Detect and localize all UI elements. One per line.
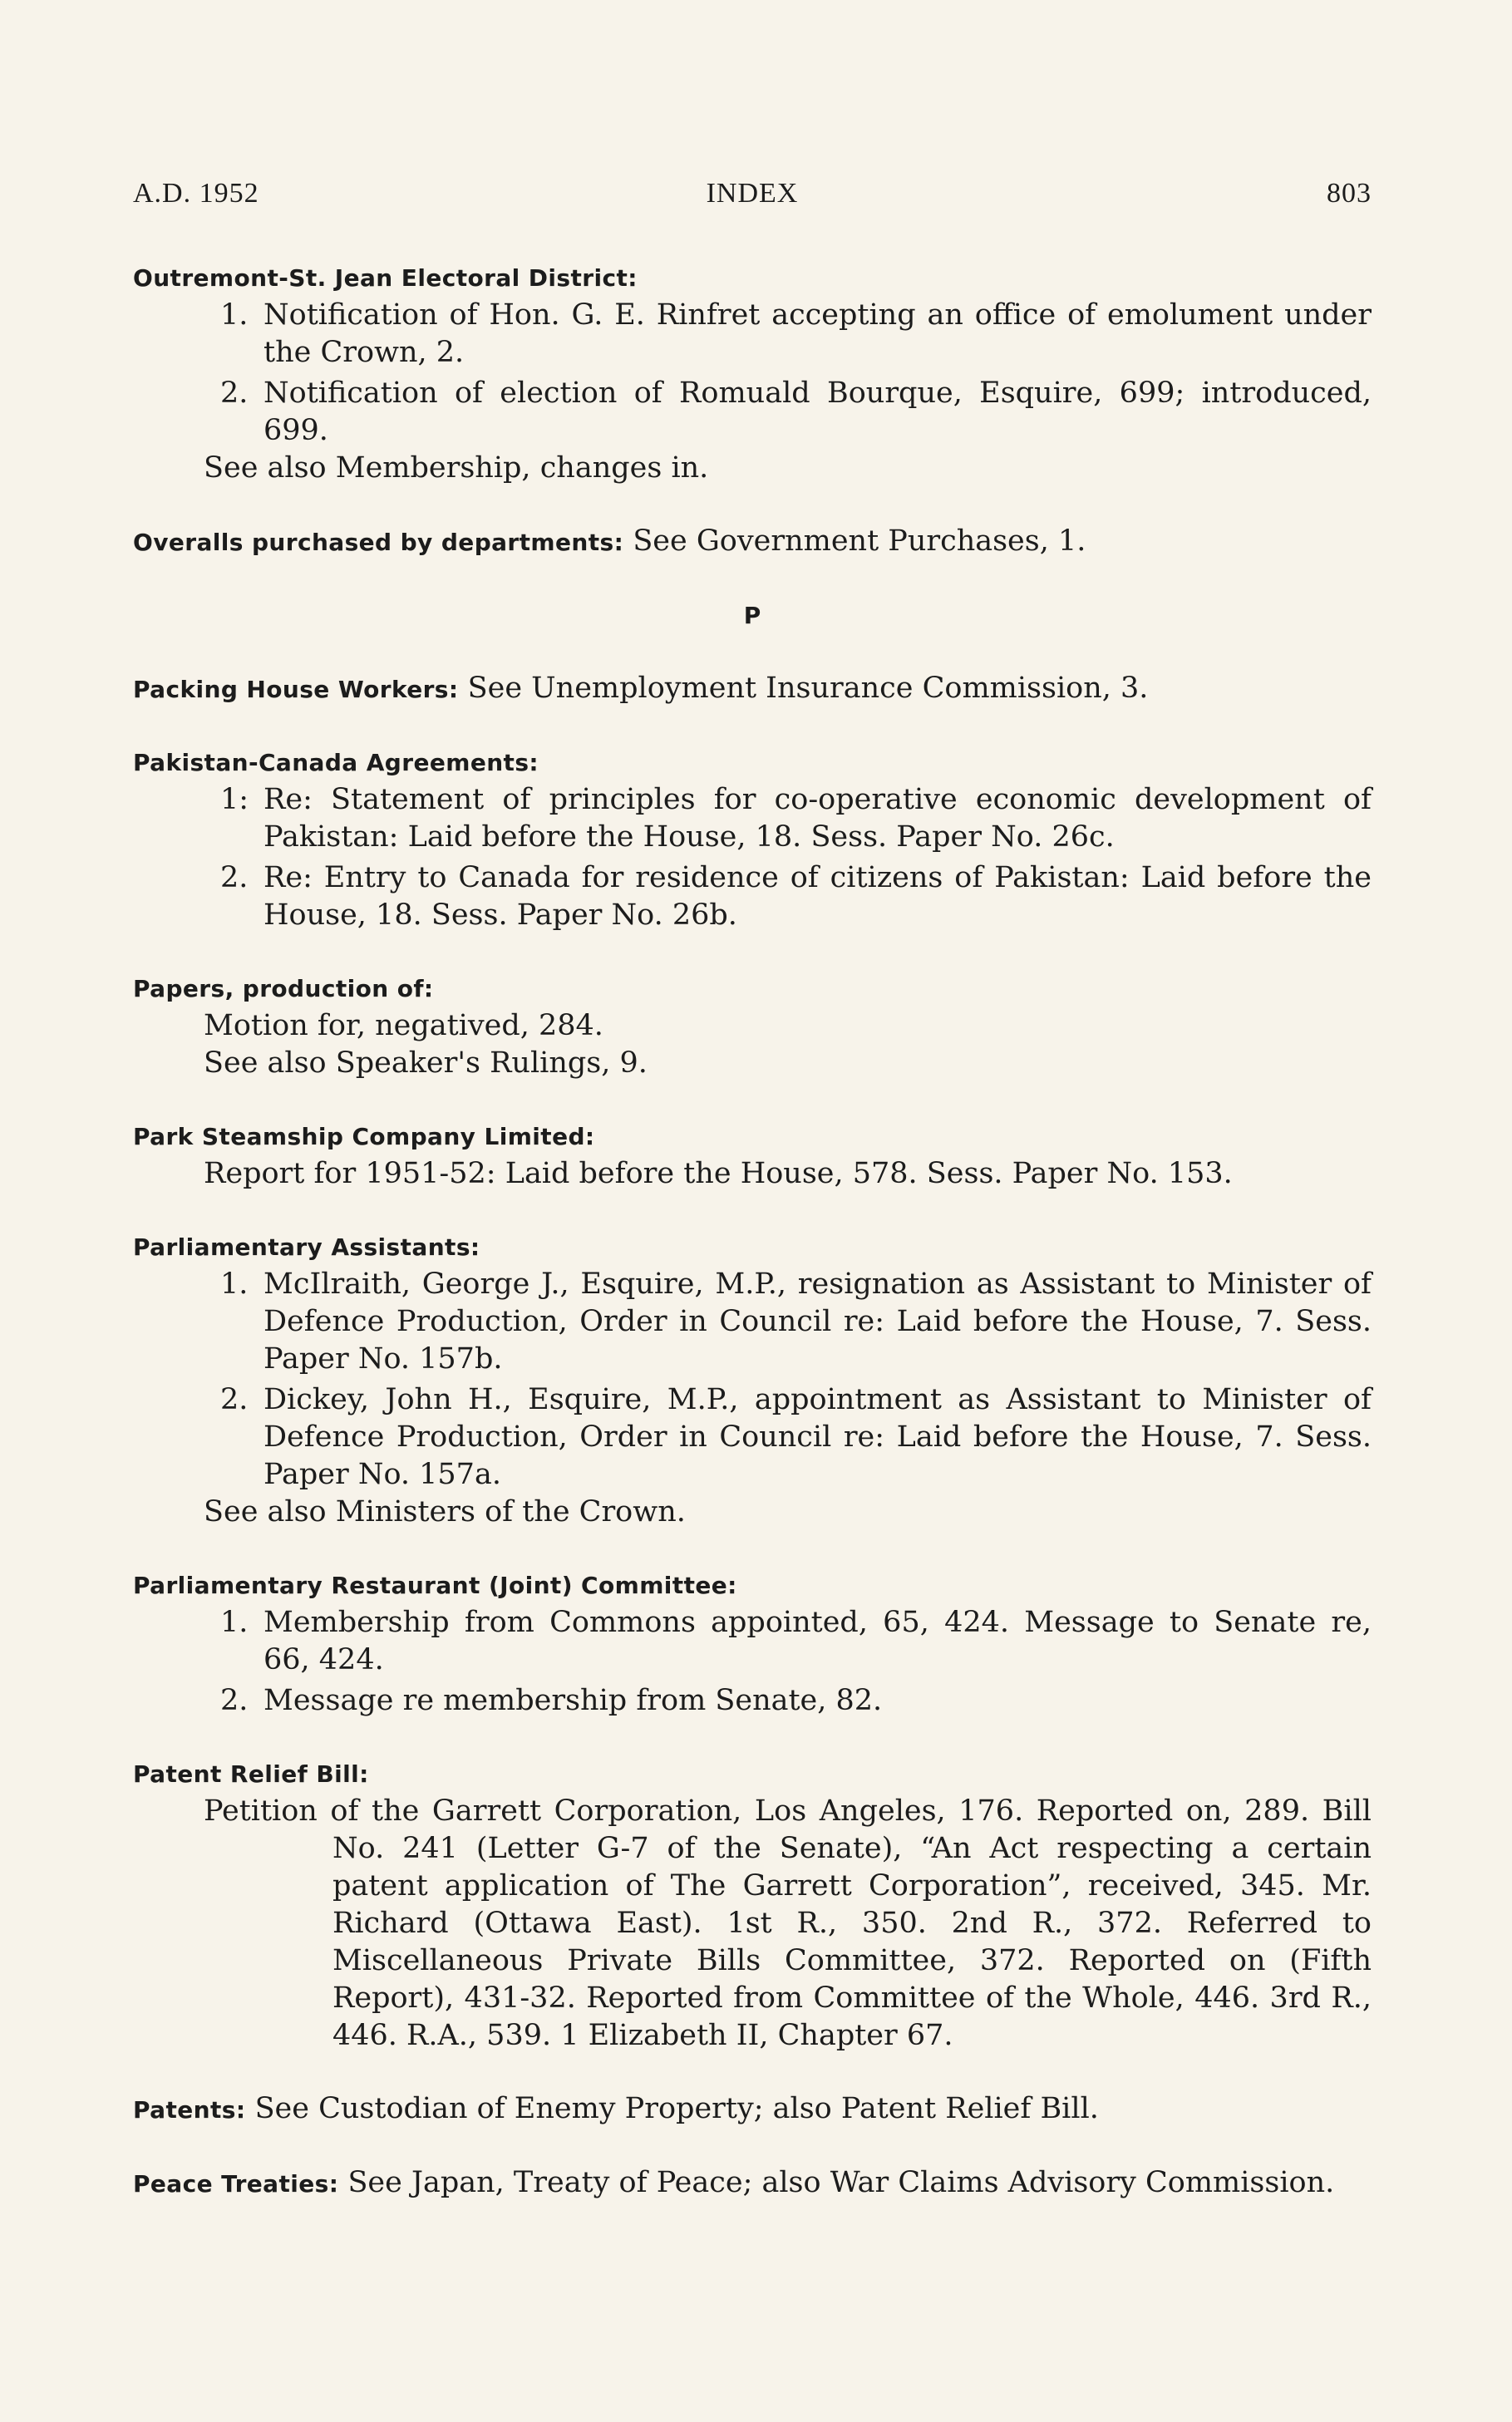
index-entry-patent-relief [133, 1755, 1372, 2055]
item-number: 1: [220, 783, 249, 816]
see-also-line: See also Ministers of the Crown. [204, 1495, 686, 1529]
section-letter: P [743, 602, 761, 629]
entry-heading: Park Steamship Company Limited: [133, 1123, 595, 1150]
item-number: 2. [220, 1684, 249, 1717]
see-also-line: See also Speaker's Rulings, 9. [204, 1046, 648, 1080]
entry-paragraph [133, 2164, 1372, 2203]
item-text: Membership from Commons appointed, 65, 424. Message to Senate re, 66, 424. [263, 1606, 1372, 1676]
entry-heading: Parliamentary Restaurant (Joint) Committee: [133, 1572, 737, 1599]
entry-item [220, 1266, 1372, 1378]
entry-item [220, 859, 1372, 934]
item-text: Message re membership from Senate, 82. [263, 1684, 883, 1717]
entry-heading: Patents: [133, 2096, 246, 2124]
index-body [133, 259, 1372, 2238]
index-entry-parl-assistants [133, 1228, 1372, 1531]
index-entry-parl-restaurant [133, 1567, 1372, 1720]
entry-line: Report for 1951-52: Laid before the House, 578. Sess. Paper No. 153. [204, 1157, 1233, 1190]
item-number: 1. [220, 298, 249, 332]
index-entry-overalls [133, 523, 1372, 561]
entry-heading: Patent Relief Bill: [133, 1760, 369, 1788]
entry-heading: Overalls purchased by departments: [133, 529, 624, 556]
item-text: Re: Statement of principles for co-operative economic development of Pakistan: Laid before the House, 18. Sess. Paper No. 26c. [263, 783, 1372, 854]
entry-item [220, 1604, 1372, 1679]
item-number: 1. [220, 1268, 249, 1301]
page-number: 803 [1327, 178, 1372, 209]
item-number: 1. [220, 1606, 249, 1639]
index-entry-packing-house [133, 670, 1372, 708]
entry-text: See Government Purchases, 1. [633, 524, 1086, 558]
item-text: Dickey, John H., Esquire, M.P., appointment as Assistant to Minister of Defence Production, Order in Council re: Laid before the House, 7. Sess. Paper No. 157a. [263, 1383, 1372, 1491]
entry-line: Motion for, negatived, 284. [204, 1009, 603, 1042]
index-entry-peace-treaties [133, 2164, 1372, 2203]
index-entry-pakistan [133, 744, 1372, 934]
item-text: Re: Entry to Canada for residence of citizens of Pakistan: Laid before the House, 18. Sess. Paper No. 26b. [263, 861, 1372, 932]
entry-item [220, 375, 1372, 450]
entry-heading: Packing House Workers: [133, 676, 459, 703]
entry-heading: Parliamentary Assistants: [133, 1233, 480, 1261]
entry-heading: Pakistan-Canada Agreements: [133, 749, 539, 776]
index-entry-outremont [133, 259, 1372, 487]
entry-item [220, 781, 1372, 856]
entry-text: See Japan, Treaty of Peace; also War Claims Advisory Commission. [347, 2166, 1335, 2199]
see-also-line: See also Membership, changes in. [204, 451, 709, 485]
header-title: INDEX [706, 178, 799, 209]
entry-item [220, 1381, 1372, 1494]
item-number: 2. [220, 1383, 249, 1416]
header-date: A.D. 1952 [133, 178, 259, 209]
index-entry-patents [133, 2090, 1372, 2129]
entry-heading: Outremont-St. Jean Electoral District: [133, 264, 638, 292]
item-text: McIlraith, George J., Esquire, M.P., resignation as Assistant to Minister of Defence Production, Order in Council re: Laid before the House, 7. Sess. Paper No. 157b. [263, 1268, 1372, 1376]
item-text: Notification of Hon. G. E. Rinfret accepting an office of emolument under the Crown, 2. [263, 298, 1372, 369]
entry-heading: Papers, production of: [133, 975, 434, 1002]
item-number: 2. [220, 861, 249, 894]
index-entry-papers [133, 970, 1372, 1082]
entry-paragraph: Petition of the Garrett Corporation, Los Angeles, 176. Reported on, 289. Bill No. 241 (Letter G-7 of the Senate), “An Act respecting a certain patent application of The Garrett Corporation”, received, 345. Mr. Richard (Ottawa East). 1st R., 350. 2nd R., 372. Referred to Miscellaneous Private Bills Committee, 372. Reported on (Fifth Report), 431-32. Reported from Committee of the Whole, 446. 3rd R., 446. R.A., 539. 1 Elizabeth II, Chapter 67. [204, 1794, 1372, 2052]
entry-item [220, 1682, 1372, 1720]
index-entry-park-steamship [133, 1118, 1372, 1193]
entry-text: See Unemployment Insurance Commission, 3. [467, 672, 1149, 705]
entry-text: See Custodian of Enemy Property; also Patent Relief Bill. [254, 2092, 1099, 2125]
entry-heading: Peace Treaties: [133, 2170, 339, 2198]
item-number: 2. [220, 377, 249, 410]
entry-item [220, 297, 1372, 372]
item-text: Notification of election of Romuald Bourque, Esquire, 699; introduced, 699. [263, 377, 1372, 447]
